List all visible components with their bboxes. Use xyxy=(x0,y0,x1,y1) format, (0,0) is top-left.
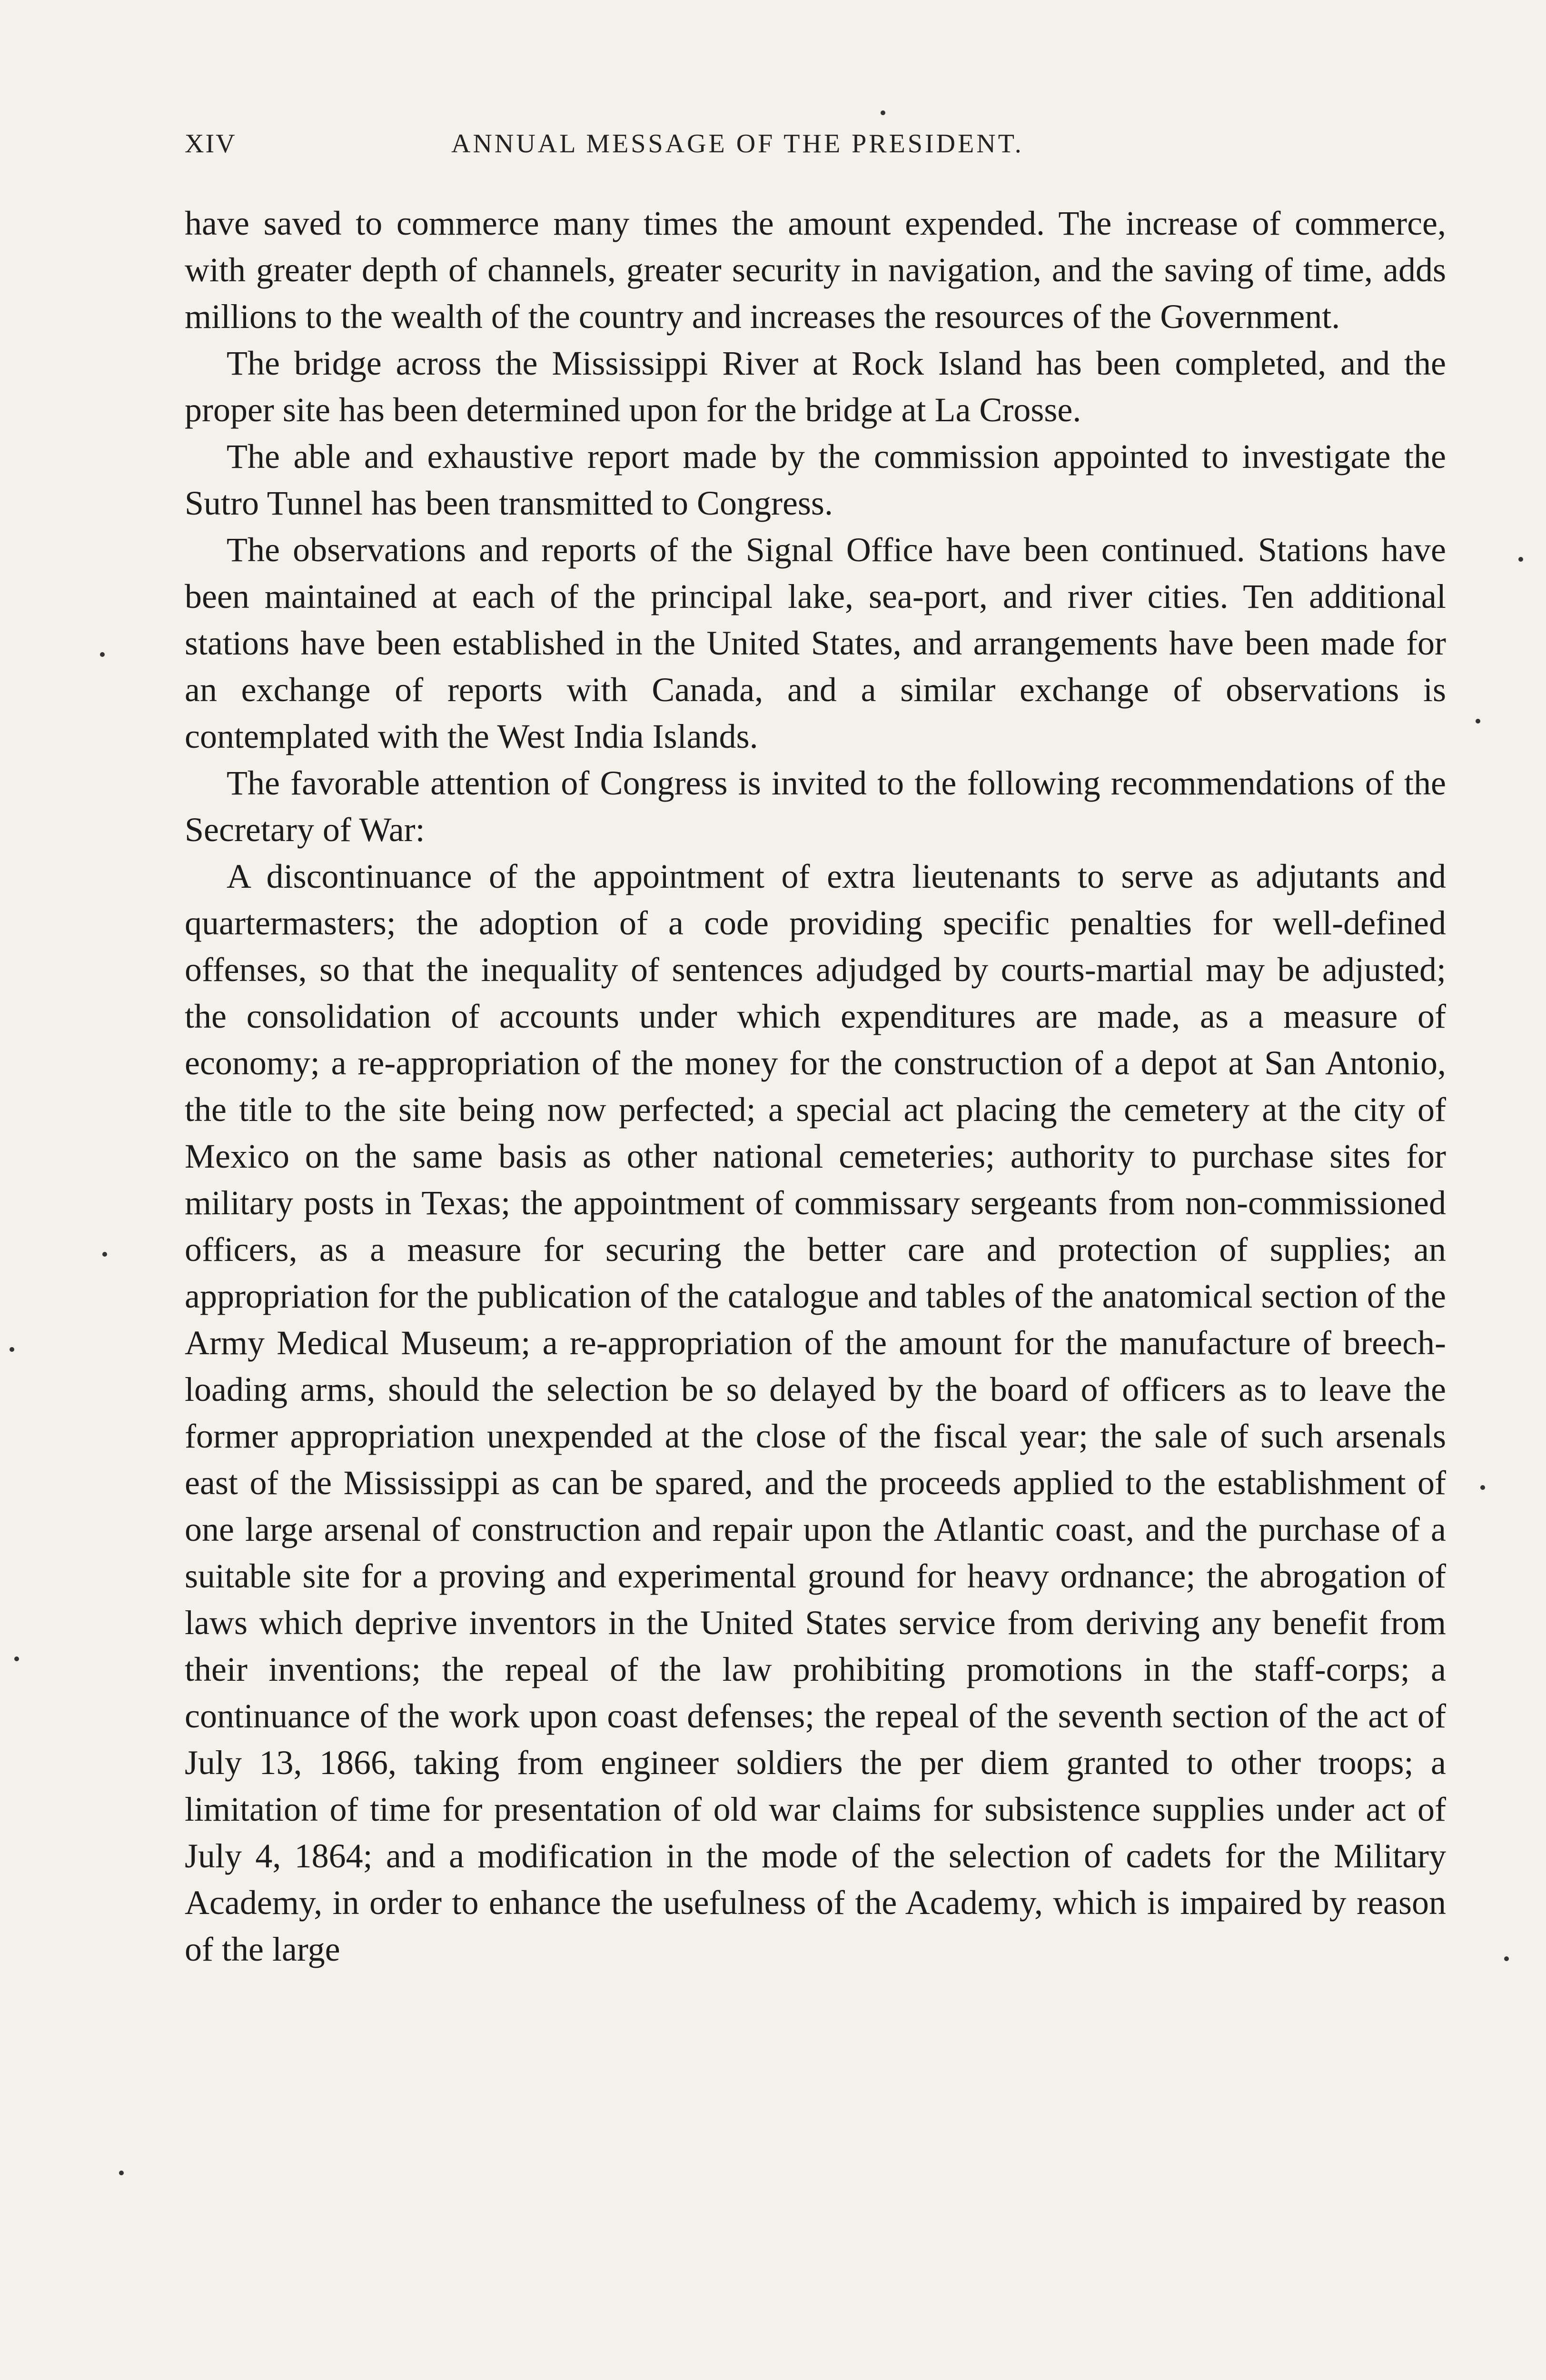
paragraph-rock-island-bridge: The bridge across the Mississippi River at Rock Island has been completed, and the proper site has been determined upon for the bridge at La Crosse. xyxy=(185,344,1446,429)
scan-speck xyxy=(1476,719,1480,724)
running-title: ANNUAL MESSAGE OF THE PRESIDENT. xyxy=(451,129,1024,159)
scan-speck xyxy=(14,1656,19,1661)
paragraph-congress-invited: The favorable attention of Congress is invited to the following recommendations of the Secretary of War: xyxy=(185,764,1446,849)
scan-speck xyxy=(881,110,885,115)
paragraph-sutro-tunnel: The able and exhaustive report made by the commission appointed to investigate the Sutro Tunnel has been transmitted to Congress. xyxy=(185,437,1446,522)
page-number: XIV xyxy=(185,129,237,159)
paragraph-war-recommendations: A discontinuance of the appointment of extra lieutenants to serve as adjutants and quartermasters; the adoption of a code providing specific penalties for well-defined offenses, so that the inequality of sentences adjudged by courts-martial may be adjusted; the consolidation of accounts under which expenditures are made, as a measure of economy; a re-appropriation of the money for the construction of a depot at San Antonio, the title to the site being now perfected; a special act placing the cemetery at the city of Mexico on the same basis as other national cemeteries; authority to purchase sites for military posts in Texas; the appointment of commissary sergeants from non-commissioned officers, as a measure for securing the better care and protection of supplies; an appropriation for the publication of the catalogue and tables of the anatomical section of the Army Medical Museum; a re-appropriation of the amount for the manufacture of breech-loading arms, should the selection be so delayed by the board of officers as to leave the former appropriation unexpended at the close of the fiscal year; the sale of such arsenals east of the Mississippi as can be spared, and the proceeds applied to the establishment of one large arsenal of construction and repair upon the Atlantic coast, and the purchase of a suitable site for a proving and experimental ground for heavy ordnance; the abrogation of laws which deprive inventors in the United States service from deriving any benefit from their inventions; the repeal of the law prohibiting promotions in the staff-corps; a continuance of the work upon coast defenses; the repeal of the seventh section of the act of July 13, 1866, taking from engineer soldiers the per diem granted to other troops; a limitation of time for presentation of old war claims for subsistence supplies under act of July 4, 1864; and a modification in the mode of the selection of cadets for the Military Academy, in order to enhance the usefulness of the Academy, which is impaired by reason of the large xyxy=(185,857,1446,1968)
page-header xyxy=(185,129,1446,171)
scan-speck xyxy=(1480,1485,1485,1490)
paragraph-commerce-continued: have saved to commerce many times the amount expended. The increase of commerce, with greater depth of channels, greater security in navigation, and the saving of time, adds millions to the wealth of the country and increases the resources of the Government. xyxy=(185,204,1446,336)
scan-speck xyxy=(119,2171,124,2175)
body-text xyxy=(185,200,1446,1973)
scan-speck xyxy=(1504,1956,1509,1961)
scan-speck xyxy=(10,1347,14,1352)
scan-speck xyxy=(100,652,105,657)
scan-speck xyxy=(102,1252,107,1257)
paragraph-signal-office: The observations and reports of the Signal Office have been continued. Stations have been maintained at each of the principal lake, sea-port, and river cities. Ten additional stations have been established in the United States, and arrangements have been made for an exchange of reports with Canada, and a similar exchange of observations is contemplated with the West India Islands. xyxy=(185,531,1446,755)
scan-speck xyxy=(1518,557,1523,562)
